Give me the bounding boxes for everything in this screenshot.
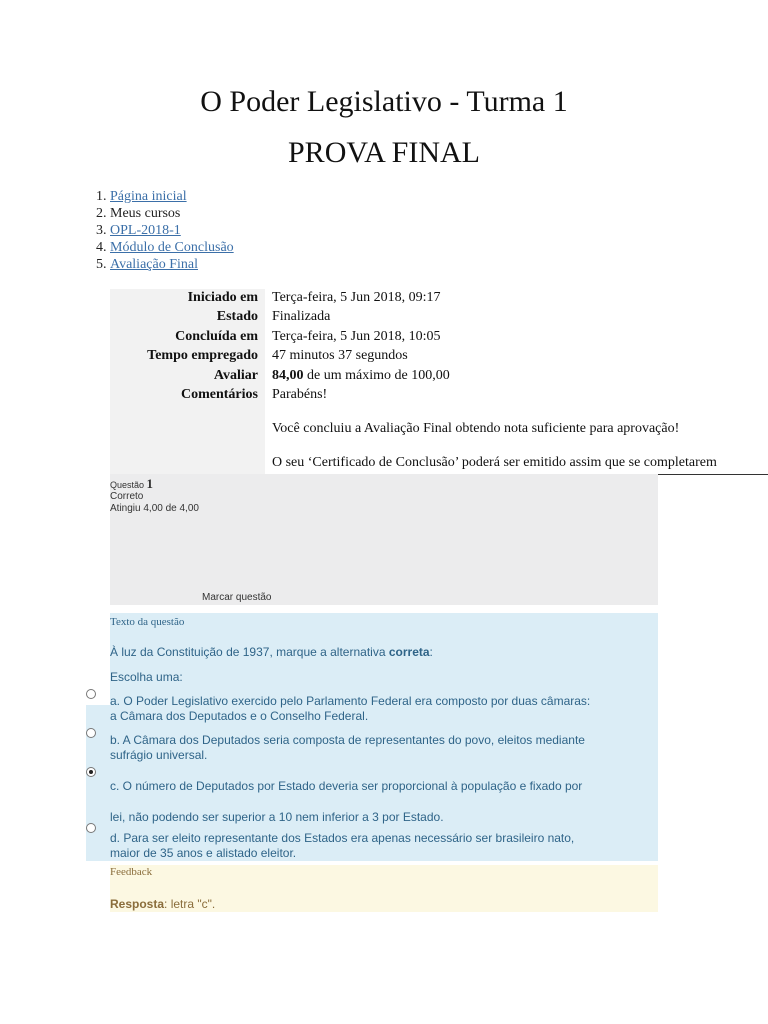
question-prompt	[110, 645, 433, 659]
question-grade: Atingiu 4,00 de 4,00	[110, 503, 199, 514]
summary-row-comments	[110, 387, 768, 474]
feedback-heading: Feedback	[110, 866, 153, 878]
answer-option-c[interactable]	[110, 771, 658, 833]
summary-row-grade	[110, 368, 768, 387]
course-title: O Poder Legislativo - Turma 1	[200, 85, 568, 118]
attempt-summary-table	[110, 289, 768, 475]
state-label: Estado	[216, 309, 258, 324]
question-text-heading: Texto da questão	[110, 616, 185, 628]
question-prompt-text: À luz da Constituição de 1937, marque a alternativa	[110, 645, 389, 659]
question-prompt-end: :	[429, 645, 433, 659]
breadcrumb-item-course	[110, 222, 234, 239]
flag-question-link[interactable]: Marcar questão	[202, 592, 272, 603]
summary-row-time	[110, 348, 768, 367]
feedback-answer	[110, 897, 215, 911]
answer-c-radio[interactable]	[86, 767, 96, 777]
state-value: Finalizada	[265, 309, 768, 328]
answer-c-line-2: lei, não podendo ser superior a 10 nem inferior a 3 por Estado.	[110, 810, 444, 824]
breadcrumb-text-my-courses: Meus cursos	[110, 206, 181, 221]
breadcrumb-link-home[interactable]: Página inicial	[110, 189, 187, 204]
question-number	[110, 476, 153, 492]
feedback-panel	[110, 865, 658, 912]
completed-value: Terça-feira, 5 Jun 2018, 10:05	[265, 329, 768, 348]
grade-score: 84,00	[272, 368, 304, 383]
breadcrumb-item-my-courses	[110, 205, 234, 222]
grade-value	[265, 368, 768, 387]
answer-option-b[interactable]	[110, 733, 658, 763]
answer-option-a[interactable]	[110, 694, 658, 724]
choose-one-label: Escolha uma:	[110, 670, 183, 684]
answer-b-line-1: b. A Câmara dos Deputados seria composta de representantes do povo, eleitos mediante	[110, 733, 585, 747]
answer-c-line-1: c. O número de Deputados por Estado deveria ser proporcional à população e fixado por	[110, 779, 583, 793]
breadcrumb-link-quiz[interactable]: Avaliação Final	[110, 257, 198, 272]
answer-a-line-1: a. O Poder Legislativo exercido pelo Parlamento Federal era composto por duas câmaras:	[110, 694, 591, 708]
question-content	[86, 613, 658, 861]
grade-label: Avaliar	[213, 368, 258, 383]
completed-label: Concluída em	[175, 329, 258, 344]
started-value: Terça-feira, 5 Jun 2018, 09:17	[265, 290, 768, 309]
breadcrumb-item-home	[110, 188, 234, 205]
answer-a-line-2: a Câmara dos Deputados e o Conselho Federal.	[110, 709, 369, 723]
question-state: Correto	[110, 491, 144, 502]
answer-option-d[interactable]	[110, 831, 658, 861]
breadcrumb-link-module[interactable]: Módulo de Conclusão	[110, 240, 234, 255]
answer-b-radio[interactable]	[86, 728, 96, 738]
comments-value	[265, 387, 768, 474]
time-label: Tempo empregado	[147, 348, 258, 363]
answer-b-line-2: sufrágio universal.	[110, 748, 208, 762]
page-title: PROVA FINAL	[288, 136, 480, 169]
answer-a-radio[interactable]	[86, 689, 96, 699]
grade-max: de um máximo de 100,00	[303, 368, 450, 383]
comment-line-3: O seu ‘Certificado de Conclusão’ poderá ser emitido assim que se completarem	[272, 455, 717, 470]
summary-row-started	[110, 290, 768, 309]
breadcrumb	[80, 188, 234, 273]
time-value: 47 minutos 37 segundos	[265, 348, 768, 367]
question-info-panel	[110, 474, 658, 605]
feedback-answer-label: Resposta	[110, 897, 165, 911]
question-label: Questão	[110, 480, 145, 490]
feedback-answer-text: : letra "c".	[164, 897, 216, 911]
comment-line-2: Você concluiu a Avaliação Final obtendo nota suficiente para aprovação!	[272, 421, 680, 436]
answer-d-radio[interactable]	[86, 823, 96, 833]
summary-row-state	[110, 309, 768, 328]
question-prompt-emphasis: correta	[388, 645, 430, 659]
comment-line-1: Parabéns!	[272, 387, 328, 402]
breadcrumb-item-module	[110, 239, 234, 256]
breadcrumb-item-quiz	[110, 256, 234, 273]
started-label: Iniciado em	[187, 290, 258, 305]
comments-label: Comentários	[181, 387, 258, 402]
answer-d-line-2: maior de 35 anos e alistado eleitor.	[110, 846, 297, 860]
breadcrumb-link-course[interactable]: OPL-2018-1	[110, 223, 181, 238]
answer-d-line-1: d. Para ser eleito representante dos Estados era apenas necessário ser brasileiro nato,	[110, 831, 575, 845]
summary-row-completed	[110, 329, 768, 348]
question-number-value: 1	[146, 476, 154, 491]
